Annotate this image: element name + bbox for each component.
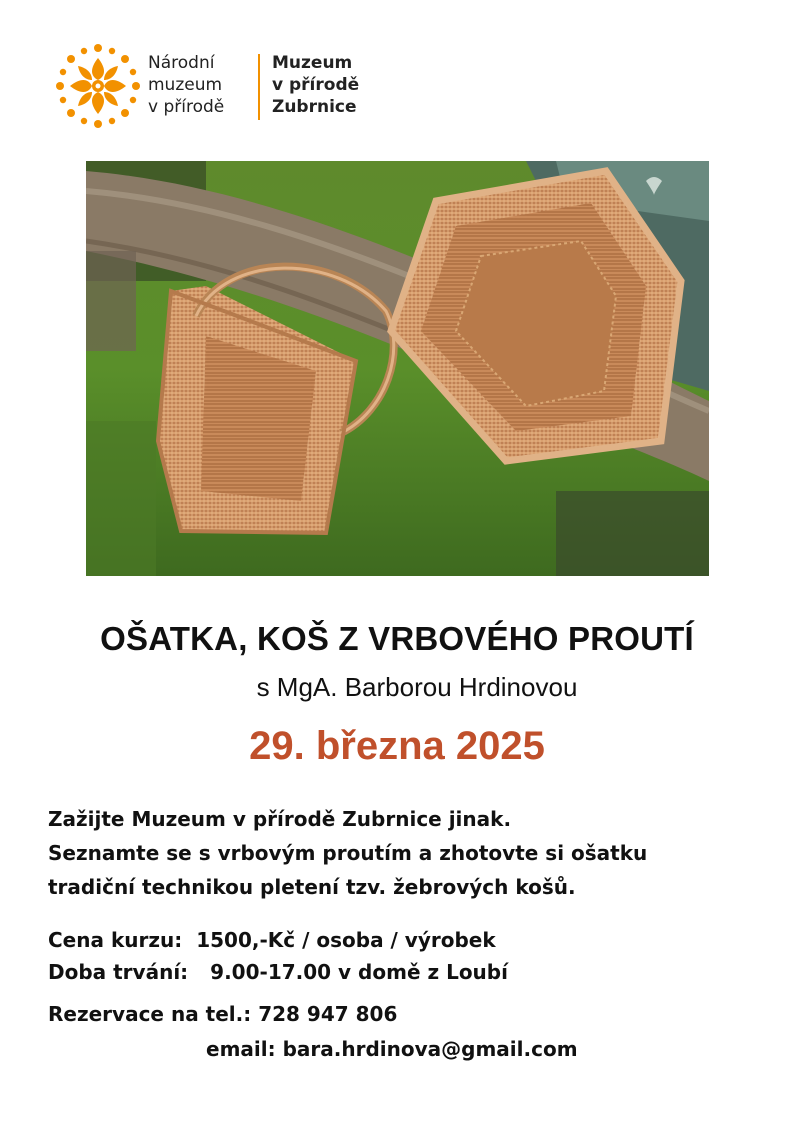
logo-right-line-3: Zubrnice [272, 97, 357, 117]
email-row [206, 1037, 578, 1061]
logo-divider [258, 54, 260, 120]
duration-value: 9.00-17.00 v domě z Loubí [210, 960, 508, 984]
logo-line-2: muzeum [148, 75, 223, 95]
logo-right-line-2: v přírodě [272, 75, 360, 95]
description-line-1: Zažijte Muzeum v přírodě Zubrnice jinak. [48, 807, 512, 831]
description-paragraph [48, 802, 647, 904]
museum-emblem-icon [56, 44, 140, 128]
logo-name-left [148, 52, 224, 118]
price-row [48, 928, 496, 952]
price-label: Cena kurzu: [48, 928, 183, 952]
duration-label: Doba trvání: [48, 960, 189, 984]
logo-right-line-1: Muzeum [272, 53, 353, 73]
logo-name-right [272, 52, 359, 118]
event-date: 29. března 2025 [249, 724, 545, 768]
description-line-3: tradiční technikou pletení tzv. žebrových košů. [48, 875, 576, 899]
logo-line-3: v přírodě [148, 97, 225, 117]
baskets-photo [86, 161, 709, 576]
logo-line-1: Národní [148, 53, 215, 73]
email-label: email: [206, 1037, 276, 1061]
price-value: 1500,-Kč / osoba / výrobek [196, 928, 496, 952]
reservation-row [48, 1002, 397, 1026]
reservation-label: Rezervace na tel.: [48, 1002, 252, 1026]
museum-logo [56, 44, 386, 134]
instructor-subtitle: s MgA. Barborou Hrdinovou [256, 672, 578, 702]
duration-row [48, 960, 508, 984]
description-line-2: Seznamte se s vrbovým proutím a zhotovte si ošatku [48, 841, 648, 865]
reservation-phone[interactable]: 728 947 806 [258, 1002, 398, 1026]
email-address-link[interactable]: bara.hrdinova@gmail.com [282, 1037, 578, 1061]
workshop-title: OŠATKA, KOŠ Z VRBOVÉHO PROUTÍ [100, 620, 694, 657]
